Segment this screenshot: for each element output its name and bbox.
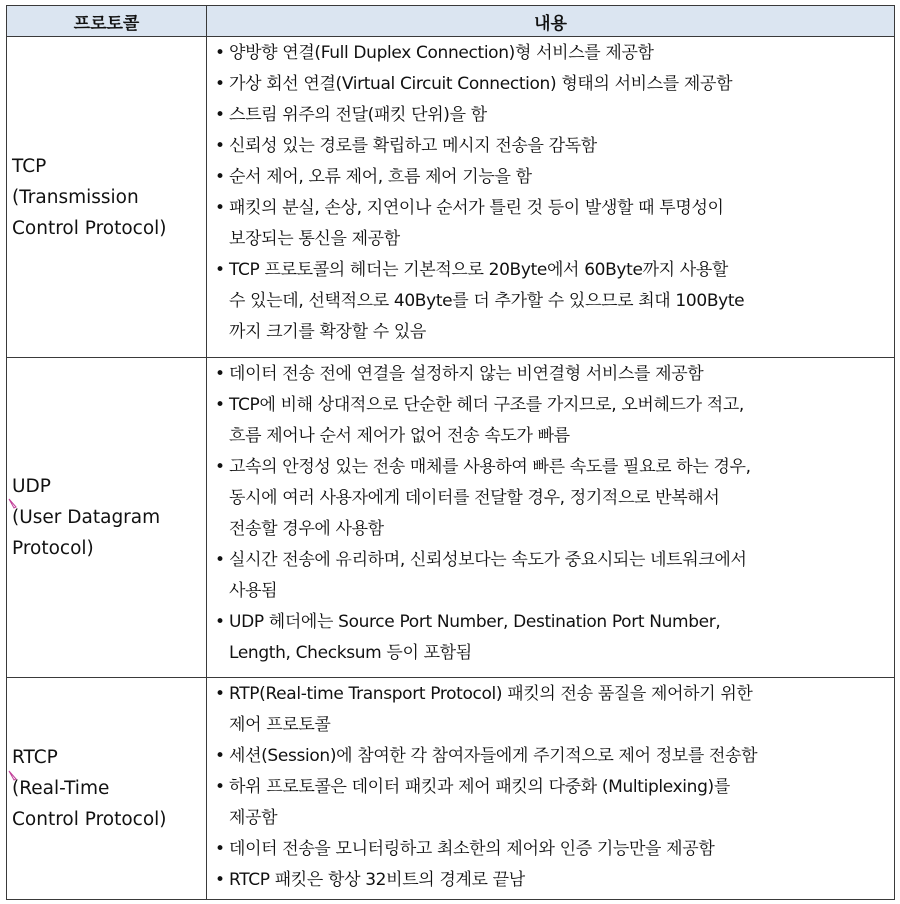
bullet-item: • 고속의 안정성 있는 전송 매체를 사용하여 빠른 속도를 필요로 하는 경우, 동시에 여러 사용자에게 데이터를 전달할 경우, 정기적으로 반복해서 전송할 경우에 사용함: [213, 452, 890, 545]
protocol-name-line: Protocol): [12, 538, 94, 559]
protocol-name-line: UDP: [12, 476, 51, 497]
bullet-item: • 세션(Session)에 참여한 각 참여자들에게 주기적으로 제어 정보를 전송함: [213, 741, 890, 772]
protocol-name-rtcp: [7, 678, 207, 900]
bullet-item: • 신뢰성 있는 경로를 확립하고 메시지 전송을 감독함: [213, 131, 890, 162]
header-content: 내용: [207, 6, 895, 37]
protocol-desc-tcp: [207, 37, 895, 358]
bullet-item: • 데이터 전송 전에 연결을 설정하지 않는 비연결형 서비스를 제공함: [213, 359, 890, 390]
protocol-name-line: RTCP: [12, 747, 58, 768]
header-protocol: 프로토콜: [7, 6, 207, 37]
table-row-rtcp: [7, 678, 895, 900]
bullet-item: • 데이터 전송을 모니터링하고 최소한의 제어와 인증 기능만을 제공함: [213, 834, 890, 865]
table-header: [7, 6, 895, 37]
protocol-name-line: Control Protocol): [12, 217, 167, 239]
protocol-name-line: (Transmission: [12, 186, 139, 208]
edit-mark-icon: [8, 770, 18, 784]
bullet-item: • TCP 프로토콜의 헤더는 기본적으로 20Byte에서 60Byte까지 사용할 수 있는데, 선택적으로 40Byte를 더 추가할 수 있으므로 최대 100Byte 까지 크기를 확장할 수 있음: [213, 255, 890, 348]
table-row-udp: [7, 358, 895, 678]
protocol-name-line: (Real-Time: [12, 778, 110, 799]
bullet-list: [213, 359, 890, 669]
edit-mark-icon: [8, 498, 18, 512]
bullet-item: • 하위 프로토콜은 데이터 패킷과 제어 패킷의 다중화 (Multiplexing)를 제공함: [213, 772, 890, 834]
protocol-table: [6, 5, 895, 900]
bullet-item: • 양방향 연결(Full Duplex Connection)형 서비스를 제공함: [213, 38, 890, 69]
protocol-desc-rtcp: [207, 678, 895, 900]
bullet-item: • 순서 제어, 오류 제어, 흐름 제어 기능을 함: [213, 162, 890, 193]
bullet-item: • RTCP 패킷은 항상 32비트의 경계로 끝남: [213, 865, 890, 896]
protocol-name-udp: [7, 358, 207, 678]
protocol-desc-udp: [207, 358, 895, 678]
bullet-item: • RTP(Real-time Transport Protocol) 패킷의 전송 품질을 제어하기 위한 제어 프로토콜: [213, 679, 890, 741]
bullet-list: [213, 38, 890, 348]
protocol-name-tcp: [7, 37, 207, 358]
protocol-name-line: (User Datagram: [12, 507, 161, 528]
bullet-item: • TCP에 비해 상대적으로 단순한 헤더 구조를 가지므로, 오버헤드가 적고, 흐름 제어나 순서 제어가 없어 전송 속도가 빠름: [213, 390, 890, 452]
protocol-name-line: Control Protocol): [12, 809, 167, 830]
bullet-item: • 패킷의 분실, 손상, 지연이나 순서가 틀린 것 등이 발생할 때 투명성이 보장되는 통신을 제공함: [213, 193, 890, 255]
bullet-item: • 스트림 위주의 전달(패킷 단위)을 함: [213, 100, 890, 131]
table-row-tcp: [7, 37, 895, 358]
bullet-list: [213, 679, 890, 896]
header-row: [7, 6, 895, 37]
bullet-item: • 가상 회선 연결(Virtual Circuit Connection) 형태의 서비스를 제공함: [213, 69, 890, 100]
protocol-name-line: TCP: [12, 155, 47, 177]
bullet-item: • 실시간 전송에 유리하며, 신뢰성보다는 속도가 중요시되는 네트워크에서 사용됨: [213, 545, 890, 607]
bullet-item: • UDP 헤더에는 Source Port Number, Destination Port Number, Length, Checksum 등이 포함됨: [213, 607, 890, 669]
